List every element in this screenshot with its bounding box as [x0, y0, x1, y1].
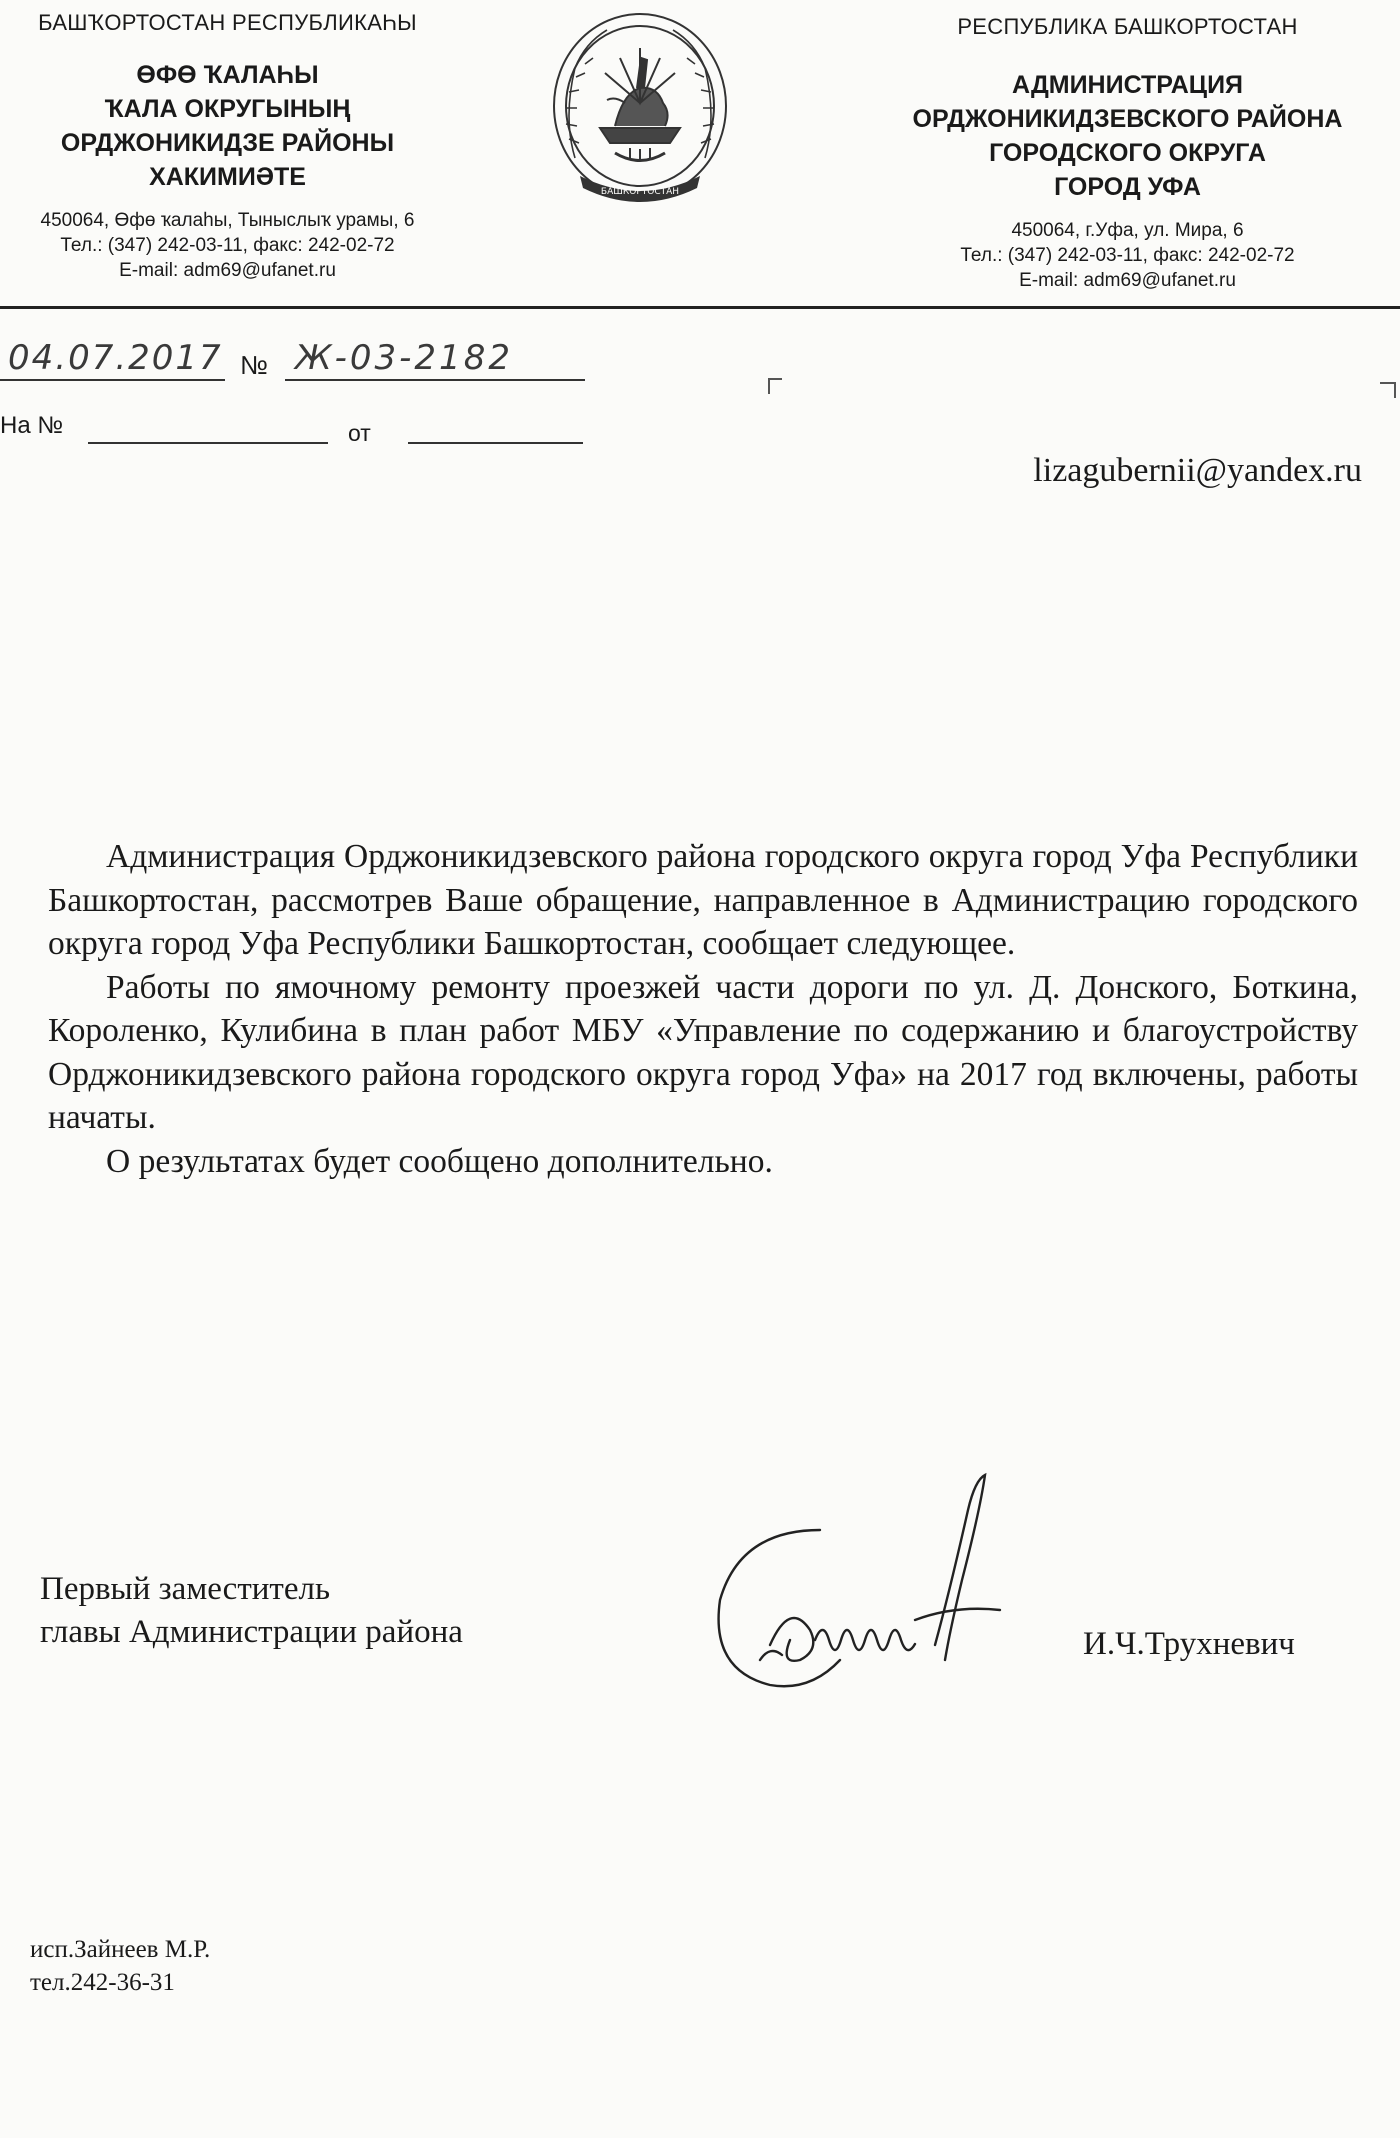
emblem-ribbon-text: БАШКОРТОСТАН	[600, 187, 680, 197]
body-paragraph: О результатах будет сообщено дополнительно.	[106, 1142, 773, 1180]
header-left-org	[0, 58, 455, 194]
reply-to-label: На №	[0, 412, 64, 439]
outgoing-number-handwritten: Ж-03-2182	[295, 338, 513, 378]
header-right-org-line: ОРДЖОНИКИДЗЕВСКОГО РАЙОНА	[912, 105, 1343, 133]
header-left-org-line: ҠАЛА ОКРУГЫНЫҢ	[104, 95, 351, 123]
reply-number-line	[88, 442, 328, 444]
header-left-phone: Тел.: (347) 242-03-11, факс: 242-02-72	[60, 235, 395, 256]
header-left-email: E-mail: adm69@ufanet.ru	[119, 260, 336, 281]
header-left-org-line: ХАКИМИӘТЕ	[149, 163, 306, 191]
position-line: Первый заместитель	[40, 1571, 330, 1607]
header-right-contacts	[855, 218, 1400, 293]
scan-mark	[768, 378, 770, 394]
executor-name: исп.Зайнеев М.Р.	[30, 1936, 211, 1963]
header-right-address: 450064, г.Уфа, ул. Мира, 6	[1011, 220, 1244, 241]
date-underline	[0, 379, 225, 381]
header-right-org-line: ГОРОД УФА	[1054, 173, 1201, 201]
header-left-org-line: ӨФӨ ҠАЛАҺЫ	[136, 61, 319, 89]
signer-name: И.Ч.Трухневич	[1083, 1626, 1295, 1662]
header-right-org	[855, 68, 1400, 204]
scan-mark	[1394, 382, 1396, 398]
scan-mark	[768, 378, 782, 380]
header-left-address: 450064, Өфө ҡалаһы, Тыныслыҡ урамы, 6	[40, 210, 415, 231]
number-underline	[285, 379, 585, 381]
header-left-org-line: ОРДЖОНИКИДЗЕ РАЙОНЫ	[60, 129, 395, 157]
header-right-country: РЕСПУБЛИКА БАШКОРТОСТАН	[957, 14, 1298, 39]
header-right-email: E-mail: adm69@ufanet.ru	[1019, 270, 1236, 291]
coat-of-arms-emblem	[545, 8, 735, 208]
number-label: №	[240, 350, 268, 380]
handwritten-signature	[700, 1470, 1060, 1720]
body-paragraph: Работы по ямочному ремонту проезжей части дороги по ул. Д. Донского, Боткина, Короленко, Кулибина в план работ МБУ «Управление по содержанию и благоустройству Орджоникидзевского района городского округа город Уфа» на 2017 год включены, работы начаты.	[48, 968, 1358, 1136]
header-left-contacts	[0, 208, 455, 283]
header-right-org-line: АДМИНИСТРАЦИЯ	[1011, 71, 1244, 99]
header-divider	[0, 306, 1400, 309]
letter-body	[48, 835, 1358, 1183]
executor-info	[30, 1933, 210, 1999]
letterhead-right	[855, 14, 1400, 293]
recipient-email: lizagubernii@yandex.ru	[1033, 452, 1362, 489]
letterhead-left	[0, 10, 455, 283]
reply-from-label: от	[348, 420, 371, 446]
outgoing-date-handwritten: 04.07.2017	[8, 338, 223, 378]
header-left-country: БАШҠОРТОСТАН РЕСПУБЛИКАҺЫ	[38, 10, 417, 35]
executor-phone: тел.242-36-31	[30, 1969, 175, 1996]
header-right-org-line: ГОРОДСКОГО ОКРУГА	[989, 139, 1266, 167]
signatory-position	[40, 1568, 463, 1654]
position-line: главы Администрации района	[40, 1614, 463, 1650]
header-right-phone: Тел.: (347) 242-03-11, факс: 242-02-72	[960, 245, 1295, 266]
reply-date-line	[408, 442, 583, 444]
body-paragraph: Администрация Орджоникидзевского района городского округа город Уфа Республики Башкортостан, рассмотрев Ваше обращение, направленное в Администрацию городского округа город Уфа Республики Башкортостан, сообщает следующее.	[48, 838, 1358, 962]
